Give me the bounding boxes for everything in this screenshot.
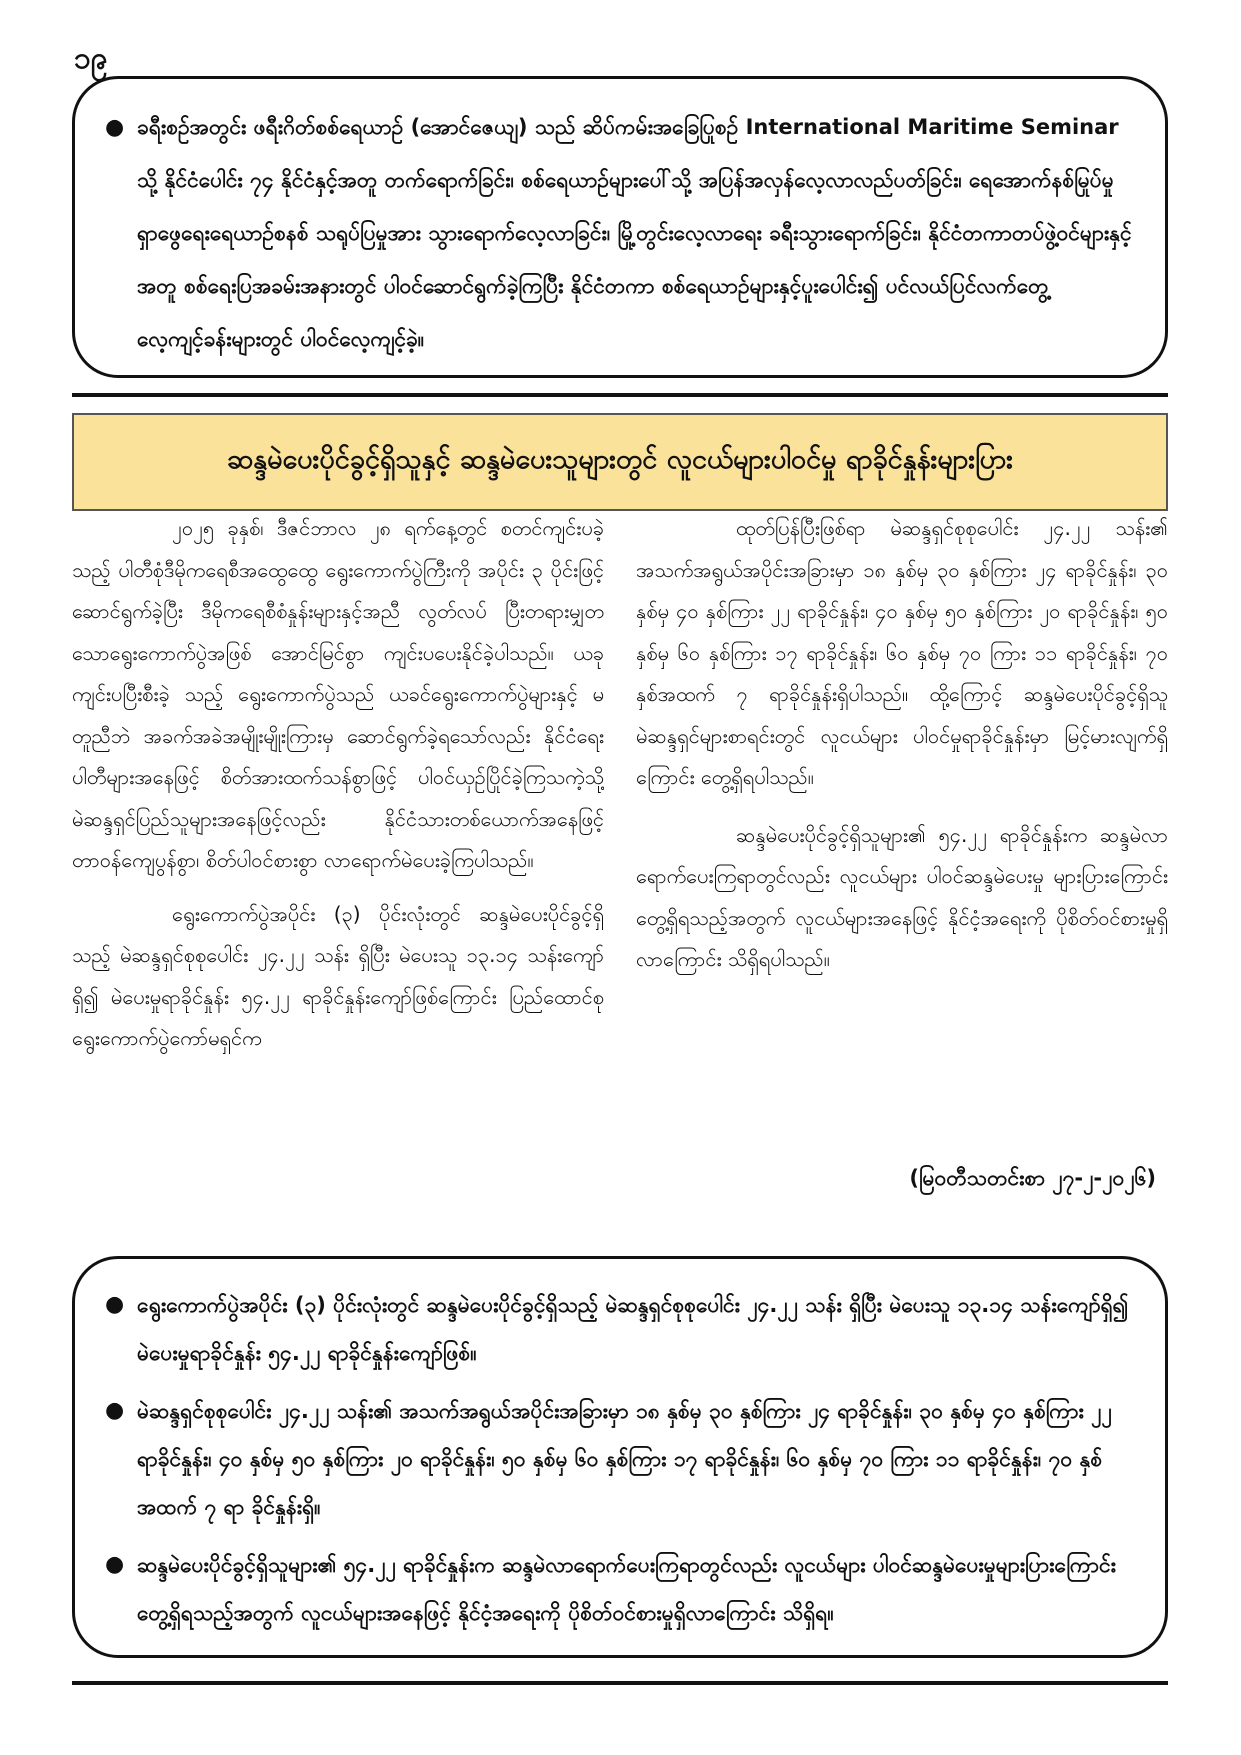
section-divider-top: [72, 393, 1168, 397]
top-note-box: [72, 76, 1168, 378]
section-divider-bottom: [72, 1681, 1168, 1685]
article-column-right: [636, 508, 1168, 1228]
summary-box: [72, 1256, 1168, 1658]
summary-bullet: ● မဲဆန္ဒရှင်စုစုပေါင်း ၂၄.၂၂ သန်း၏ အသက်အရွယ်အပိုင်းအခြားမှာ ၁၈ နှစ်မှ ၃၀ နှစ်ကြား ၂၄ ရာခိုင်နှုန်း၊ ၃၀ နှစ်မှ ၄၀ နှစ်ကြား ၂၂ ရာခိုင်နှုန်း၊ ၄၀ နှစ်မှ ၅၀ နှစ်ကြား ၂၀ ရာခိုင်နှုန်း၊ ၅၀ နှစ်မှ ၆၀ နှစ်ကြား ၁၇ ရာခိုင်နှုန်း၊ ၆၀ နှစ်မှ ၇၀ ကြား ၁၁ ရာခိုင်နှုန်း၊ ၇၀ နှစ်အထက် ၇ ရာ ခိုင်နှုန်းရှိ။: [85, 1387, 1137, 1531]
article-source: (မြဝတီသတင်းစာ ၂၇-၂-၂၀၂၆): [909, 1166, 1156, 1190]
article-paragraph: ရွေးကောက်ပွဲအပိုင်း (၃) ပိုင်းလုံးတွင် ဆန္ဒမဲပေးပိုင်ခွင့်ရှိသည့် မဲဆန္ဒရှင်စုစုပေါင်း ၂၄.၂၂ သန်း ရှိပြီး မဲပေးသူ ၁၃.၁၄ သန်းကျော်ရှိ၍ မဲပေးမှုရာခိုင်နှုန်း ၅၄.၂၂ ရာခိုင်နှုန်းကျော်ဖြစ်ကြောင်း ပြည်ထောင်စုရွေးကောက်ပွဲကော်မရှင်က: [72, 901, 604, 1050]
top-note-bullet: ● ခရီးစဉ်အတွင်း ဖရီးဂိတ်စစ်ရေယာဉ် (အောင်ဇေယျ) သည် ဆိပ်ကမ်းအခြေပြုစဉ် International Maritime Seminar သို့ နိုင်ငံပေါင်း ၇၄ နိုင်ငံနှင့်အတူ တက်ရောက်ခြင်း၊ စစ်ရေယာဉ်များပေါ်သို့ အပြန်အလှန်လေ့လာလည်ပတ်ခြင်း၊ ရေအောက်နစ်မြုပ်မှုရှာဖွေရေးရေယာဉ်စနစ် သရုပ်ပြမှုအား သွားရောက်လေ့လာခြင်း၊ မြို့တွင်းလေ့လာရေး ခရီးသွားရောက်ခြင်း၊ နိုင်ငံတကာတပ်ဖွဲ့ဝင်များနှင့်အတူ စစ်ရေးပြအခမ်းအနားတွင် ပါဝင်ဆောင်ရွက်ခဲ့ကြပြီး နိုင်ငံတကာ စစ်ရေယာဉ်များနှင့်ပူးပေါင်း၍ ပင်လယ်ပြင်လက်တွေ့လေ့ကျင့်ခန်းများတွင် ပါဝင်လေ့ကျင့်ခဲ့။: [85, 101, 1137, 366]
article-headline: ဆန္ဒမဲပေးပိုင်ခွင့်ရှိသူနှင့် ဆန္ဒမဲပေးသူများတွင် လူငယ်များပါဝင်မှု ရာခိုင်နှုန်းများပြား: [72, 413, 1168, 511]
article-paragraph: ၂၀၂၅ ခုနှစ်၊ ဒီဇင်ဘာလ ၂၈ ရက်နေ့တွင် စတင်ကျင်းပခဲ့သည့် ပါတီစုံဒီမိုကရေစီအထွေထွေ ရွေးကောက်ပွဲကြီးကို အပိုင်း ၃ ပိုင်းဖြင့် ဆောင်ရွက်ခဲ့ပြီး ဒီမိုကရေစီစံနှုန်းများနှင့်အညီ လွတ်လပ် ပြီးတရားမျှတသောရွေးကောက်ပွဲအဖြစ် အောင်မြင်စွာ ကျင်းပပေးနိုင်ခဲ့ပါသည်။ ယခုကျင်းပပြီးစီးခဲ့ သည့် ရွေးကောက်ပွဲသည် ယခင်ရွေးကောက်ပွဲများနှင့် မတူညီဘဲ အခက်အခဲအမျိုးမျိုးကြားမှ ဆောင်ရွက်ခဲ့ရသော်လည်း နိုင်ငံရေးပါတီများအနေဖြင့် စိတ်အားထက်သန်စွာဖြင့် ပါဝင်ယှဉ်ပြိုင်ခဲ့ကြသကဲ့သို့ မဲဆန္ဒရှင်ပြည်သူများအနေဖြင့်လည်း နိုင်ငံသားတစ်ယောက်အနေဖြင့် တာဝန်ကျေပွန်စွာ၊ စိတ်ပါဝင်စားစွာ လာရောက်မဲပေးခဲ့ကြပါသည်။: [72, 516, 604, 872]
page-number: ၁၉: [74, 41, 108, 76]
article-paragraph: ဆန္ဒမဲပေးပိုင်ခွင့်ရှိသူများ၏ ၅၄.၂၂ ရာခိုင်နှုန်းက ဆန္ဒမဲလာရောက်ပေးကြရာတွင်လည်း လူငယ်များ ပါဝင်ဆန္ဒမဲပေးမှု များပြားကြောင်း တွေ့ရှိရသည့်အတွက် လူငယ်များအနေဖြင့် နိုင်ငံ့အရေးကို ပိုစိတ်ဝင်စားမှုရှိလာကြောင်း သိရှိရပါသည်။: [636, 822, 1168, 971]
article-column-left: [72, 508, 604, 1228]
summary-bullet: ● ရွေးကောက်ပွဲအပိုင်း (၃) ပိုင်းလုံးတွင် ဆန္ဒမဲပေးပိုင်ခွင့်ရှိသည့် မဲဆန္ဒရှင်စုစုပေါင်း ၂၄.၂၂ သန်း ရှိပြီး မဲပေးသူ ၁၃.၁၄ သန်းကျော်ရှိ၍ မဲပေးမှုရာခိုင်နှုန်း ၅၄.၂၂ ရာခိုင်နှုန်းကျော်ဖြစ်။: [85, 1281, 1137, 1377]
article-paragraph: ထုတ်ပြန်ပြီးဖြစ်ရာ မဲဆန္ဒရှင်စုစုပေါင်း ၂၄.၂၂ သန်း၏ အသက်အရွယ်အပိုင်းအခြားမှာ ၁၈ နှစ်မှ ၃၀ နှစ်ကြား ၂၄ ရာခိုင်နှုန်း၊ ၃၀ နှစ်မှ ၄၀ နှစ်ကြား ၂၂ ရာခိုင်နှုန်း၊ ၄၀ နှစ်မှ ၅၀ နှစ်ကြား ၂၀ ရာခိုင်နှုန်း၊ ၅၀ နှစ်မှ ၆၀ နှစ်ကြား ၁၇ ရာခိုင်နှုန်း၊ ၆၀ နှစ်မှ ၇၀ ကြား ၁၁ ရာခိုင်နှုန်း၊ ၇၀ နှစ်အထက် ၇ ရာခိုင်နှုန်းရှိပါသည်။ ထို့ကြောင့် ဆန္ဒမဲပေးပိုင်ခွင့်ရှိသူ မဲဆန္ဒရှင်များစာရင်းတွင် လူငယ်များ ပါဝင်မှုရာခိုင်နှုန်းမှာ မြင့်မားလျက်ရှိကြောင်း တွေ့ရှိရပါသည်။: [636, 516, 1168, 789]
summary-bullet: ● ဆန္ဒမဲပေးပိုင်ခွင့်ရှိသူများ၏ ၅၄.၂၂ ရာခိုင်နှုန်းက ဆန္ဒမဲလာရောက်ပေးကြရာတွင်လည်း လူငယ်များ ပါဝင်ဆန္ဒမဲပေးမှုများပြားကြောင်းတွေ့ရှိရသည့်အတွက် လူငယ်များအနေဖြင့် နိုင်ငံ့အရေးကို ပိုစိတ်ဝင်စားမှုရှိလာကြောင်း သိရှိရ။: [85, 1541, 1137, 1637]
